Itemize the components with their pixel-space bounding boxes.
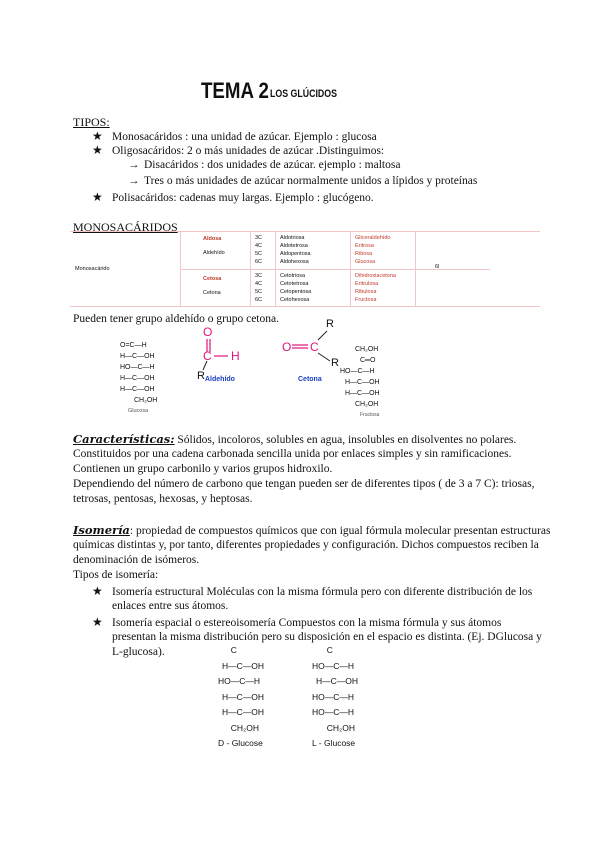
monosacaridos-table: Monosacárido 6l Aldosa Aldehído 3C 4C 5C 6C Aldotriosa Aldotetrosa Aldopentosa Aldohexosa Gliceraldehído Eritrosa Ribosa Glucosa Cetosa Cetona 3C 4C 5C 6C Cetotriosa Cetotetrosa Cetopentosa Cetohexosa Dihidroxiacetona Eritrulosa Ribulosa Fructosa — [70, 231, 540, 307]
d-glucose-label: D - Glucose — [218, 738, 263, 748]
arrow-icon: → — [128, 159, 140, 171]
caracteristicas-line-2: Constituidos por una cadena carbonada sencilla unida por enlaces simples y sin ramificaciones. — [73, 448, 512, 460]
table-group-cetosa: Cetosa — [203, 276, 222, 282]
fructosa-structure: CH₂OH C═O HO—C—H H—C—OH H—C—OH CH₂OH Fructosa — [340, 344, 380, 421]
table-group-cetosa-sub: Cetona — [203, 290, 221, 296]
caracteristicas-line-4: Dependiendo del número de carbono que tengan pueden ser de diferentes tipos ( de 3 a 7 C): triosas, — [73, 478, 535, 490]
caracteristicas-line-5: tetrosas, pentosas, hexosas, y heptosas. — [73, 493, 253, 505]
page-subtitle: LOS GLÚCIDOS — [270, 88, 337, 100]
l-glucose-structure: C HO—C—H H—C—OH HO—C—H HO—C—H CH₂OH L - Glucose — [312, 643, 358, 752]
table-group-aldosa-sub: Aldehído — [203, 250, 225, 256]
table-group-aldosa: Aldosa — [203, 236, 222, 242]
tipos-subitem-1: → Disacáridos : dos unidades de azúcar. ejemplo : maltosa — [128, 159, 401, 171]
caracteristicas-label: Características: — [73, 432, 175, 446]
monosacaridos-heading: MONOSACÁRIDOS — [73, 220, 178, 234]
aldehido-structure: O C H R Aldehído — [197, 325, 240, 383]
tipos-subitem-2: → Tres o más unidades de azúcar normalmente unidos a lípidos y proteínas — [128, 175, 478, 187]
star-icon: ★ — [92, 190, 103, 204]
star-icon: ★ — [92, 584, 103, 598]
isomeria-tipo-2: ★ Isomería espacial o estereoisomería Compuestos con la misma fórmula y sus átomos — [92, 615, 502, 629]
caracteristicas-line-3: Contienen un grupo carbonilo y varios grupos hidroxilo. — [73, 463, 333, 475]
isomeria-line-2: químicas distintas y, por tanto, diferentes propiedades y configuración. Dichos compuestos reciben la — [73, 539, 539, 551]
star-icon: ★ — [92, 143, 103, 157]
arrow-icon: → — [128, 175, 140, 187]
l-glucose-label: L - Glucose — [312, 738, 356, 748]
caracteristicas-line-1: Características: Sólidos, incoloros, solubles en agua, insolubles en disolventes no polares. — [73, 432, 517, 446]
tipos-heading: TIPOS: — [73, 115, 110, 129]
glucosa-label: Glucosa — [128, 408, 149, 414]
isomeria-line-1: Isomería: propiedad de compuestos químicos que con igual fórmula molecular presentan estructuras — [73, 523, 551, 537]
isomeria-line-3: denominación de isómeros. — [73, 554, 200, 566]
glucosa-structure: O=C—H H—C—OH HO—C—H H—C—OH H—C—OH CH₂OH Glucosa — [120, 340, 157, 417]
page-title: TEMA 2 — [201, 78, 269, 103]
table-row-label: Monosacárido — [75, 266, 110, 272]
isomeria-tipo-1: ★ Isomería estructural Moléculas con la misma fórmula pero con diferente distribución de los — [92, 584, 533, 598]
tipos-item-2: ★ Oligosacáridos: 2 o más unidades de azúcar .Distinguimos: — [92, 143, 385, 157]
fructosa-label: Fructosa — [360, 412, 380, 418]
star-icon: ★ — [92, 129, 103, 143]
cetona-structure: O C R R Cetona — [282, 318, 339, 383]
tipos-item-3: ★ Polisacáridos: cadenas muy largas. Ejemplo : glucógeno. — [92, 190, 374, 204]
tipos-item-1: ★ Monosacáridos : una unidad de azúcar. Ejemplo : glucosa — [92, 129, 377, 143]
monosacaridos-intro: Pueden tener grupo aldehído o grupo cetona. — [73, 313, 279, 325]
d-glucose-structure: C H—C—OH HO—C—H H—C—OH H—C—OH CH₂OH D - Glucose — [218, 643, 264, 752]
isomeria-label: Isomería — [73, 523, 130, 537]
isomeria-tipos-heading: Tipos de isomería: — [73, 569, 159, 581]
cetona-label: Cetona — [298, 376, 322, 383]
star-icon: ★ — [92, 615, 103, 629]
table-right-label: 6l — [435, 264, 440, 270]
aldehido-label: Aldehído — [205, 376, 235, 383]
